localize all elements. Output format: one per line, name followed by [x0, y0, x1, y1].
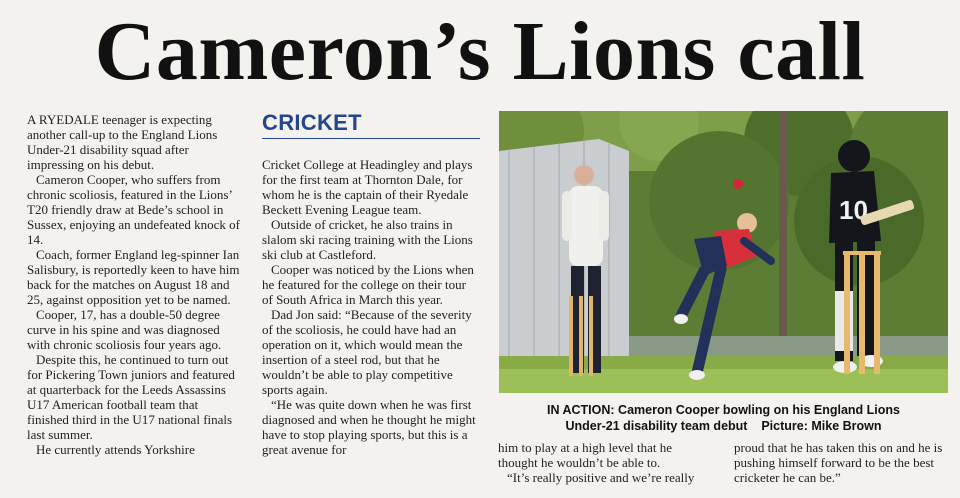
shirt-number: 10 [839, 195, 868, 225]
stumps-icon [569, 296, 593, 376]
paragraph: him to play at a high level that he thought he wouldn’t be able to. [498, 440, 673, 470]
article-column-3 [498, 440, 713, 485]
paragraph: proud that he has taken this on and he is pushing himself forward to be the best cricketer he can be.” [734, 440, 943, 485]
paragraph: Cameron Cooper, who suffers from chronic scoliosis, featured in the Lions’ T20 friendly draw at Bede’s school in Sussex, enjoying an undefeated knock of 14. [27, 172, 241, 247]
article-column-4 [734, 440, 948, 485]
paragraph: He currently attends Yorkshire [36, 442, 195, 457]
paragraph: Dad Jon said: “Because of the severity of the scoliosis, he could have had an operation on it, which would mean the insertion of a steel rod, but that he wouldn’t be able to play competitive sports again. [262, 307, 472, 397]
photo-caption [499, 402, 948, 434]
action-photo [499, 111, 948, 393]
paragraph: A RYEDALE teenager is expecting another call-up to the England Lions Under-21 disability squad after impressing on his debut. [27, 112, 218, 172]
paragraph: “It’s really positive and we’re really [507, 470, 695, 485]
paragraph: Cooper, 17, has a double-50 degree curve in his spine and was diagnosed with chronic scoliosis four years ago. [27, 307, 222, 352]
paragraph: Cricket College at Headingley and plays for the first team at Thornton Dale, for whom he is the captain of their Ryedale Beckett Evening League team. [262, 157, 473, 217]
caption-line: Under-21 disability team debut Picture: Mike Brown [565, 419, 882, 433]
article-column-2 [262, 110, 480, 457]
stumps-icon [843, 251, 881, 374]
paragraph: Despite this, he continued to turn out for Pickering Town juniors and featured at quarterback for the Leeds Assassins U17 American football team that finished third in the U17 national finals last summer. [27, 352, 235, 442]
paragraph: “He was quite down when he was first diagnosed and when he thought he might have to stop playing sports, but this is a great avenue for [262, 397, 476, 457]
article-column-1 [27, 112, 242, 457]
paragraph: Cooper was noticed by the Lions when he featured for the college on their tour of South Africa in March this year. [262, 262, 474, 307]
paragraph: Outside of cricket, he also trains in slalom ski racing training with the Lions ski club at Castleford. [262, 217, 473, 262]
section-label: CRICKET [262, 110, 480, 139]
cricket-ball-icon [733, 179, 743, 189]
headline: Cameron’s Lions call [94, 5, 866, 98]
caption-line: IN ACTION: Cameron Cooper bowling on his England Lions [546, 403, 900, 417]
paragraph: Coach, former England leg-spinner Ian Salisbury, is reportedly keen to have him back for the matches on August 18 and 25, against opposition yet to be named. [27, 247, 240, 307]
